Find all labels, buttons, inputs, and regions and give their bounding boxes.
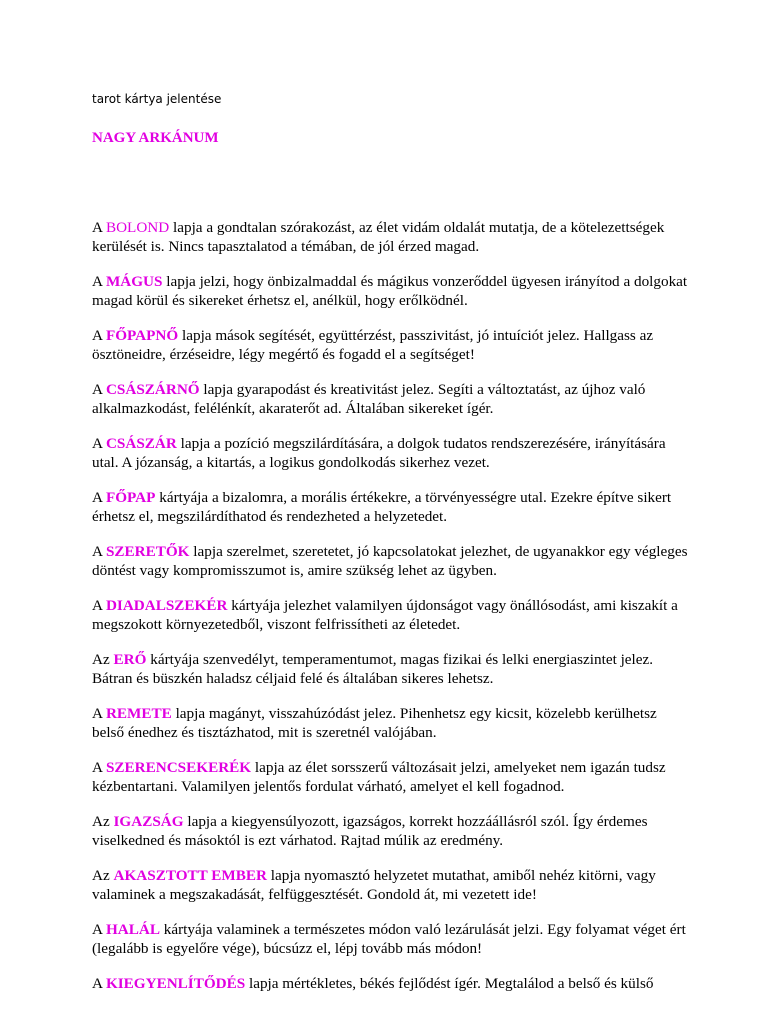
card-name: SZERENCSEKERÉK (105, 759, 252, 776)
card-entry (92, 434, 692, 472)
card-entry (92, 974, 692, 993)
entry-text: lapja jelzi, hogy önbizalmaddal és mágikus vonzerőddel ügyesen irányítod a dolgokat magad körül és sikereket érhetsz el, anélkül, hogy erőlködnél. (92, 273, 688, 309)
entry-prefix: A (92, 435, 106, 452)
card-entry (92, 866, 692, 904)
entry-prefix: Az (92, 651, 114, 668)
entry-prefix: A (92, 489, 106, 506)
card-name: BOLOND (105, 219, 170, 236)
entry-text: lapja mások segítését, együttérzést, passzivitást, jó intuíciót jelez. Hallgass az ösztöneidre, érzéseidre, légy megértő és fogadd el a segítséget! (92, 327, 654, 363)
entry-text: kártyája a bizalomra, a morális értékekre, a törvényességre utal. Ezekre építve sikert érhetsz el, megszilárdíthatod és rendezheted a helyzetedet. (92, 489, 672, 525)
card-name: SZERETŐK (105, 543, 190, 560)
card-name: CSÁSZÁRNŐ (105, 381, 200, 398)
entry-text: lapja az élet sorsszerű változásait jelzi, amelyeket nem igazán tudsz kézbentartani. Valamilyen jelentős fordulat várható, amelyet el kell fogadnod. (92, 759, 666, 795)
entry-text: lapja a kiegyensúlyozott, igazságos, korrekt hozzáállásról szól. Így érdemes viselkedned és másoktól is ezt várhatod. Rajtad múlik az eredmény. (92, 813, 648, 849)
card-entry (92, 218, 692, 256)
entry-prefix: A (92, 327, 106, 344)
card-entry (92, 488, 692, 526)
card-name: CSÁSZÁR (105, 435, 177, 452)
card-entries (92, 218, 692, 1009)
entry-text: lapja a pozíció megszilárdítására, a dolgok tudatos rendszerezésére, irányítására utal. A józanság, a kitartás, a logikus gondolkodás sikerhez vezet. (92, 435, 666, 471)
entry-prefix: A (92, 759, 106, 776)
card-name: AKASZTOTT EMBER (113, 867, 267, 884)
card-name: DIADALSZEKÉR (105, 597, 228, 614)
card-entry (92, 920, 692, 958)
card-entry (92, 650, 692, 688)
entry-text: lapja nyomasztó helyzetet mutathat, amiből nehéz kitörni, vagy valaminek a megszakadását, felfüggesztését. Gondold át, mi vezetett ide! (92, 867, 656, 903)
card-name: MÁGUS (105, 273, 163, 290)
card-entry (92, 596, 692, 634)
entry-text: kártyája jelezhet valamilyen újdonságot vagy önállósodást, ami kiszakít a megszokott környezetedből, viszont felfrissítheti az életedet. (92, 597, 678, 633)
card-name: FŐPAPNŐ (105, 327, 179, 344)
entry-prefix: A (92, 921, 106, 938)
card-entry (92, 272, 692, 310)
card-name: HALÁL (105, 921, 160, 938)
entry-prefix: A (92, 273, 106, 290)
card-entry (92, 542, 692, 580)
entry-text: lapja magányt, visszahúzódást jelez. Pihenhetsz egy kicsit, közelebb kerülhetsz belső énedhez és tisztázhatod, mit is szeretnél valójában. (92, 705, 657, 741)
card-name: IGAZSÁG (113, 813, 184, 830)
entry-text: kártyája valaminek a természetes módon való lezárulását jelzi. Egy folyamat véget ért (legalább is egyelőre vége), búcsúzz el, lépj tovább más módon! (92, 921, 686, 957)
card-name: KIEGYENLÍTŐDÉS (105, 975, 246, 992)
document-title: tarot kártya jelentése (92, 92, 222, 106)
entry-prefix: A (92, 381, 106, 398)
entry-prefix: Az (92, 813, 114, 830)
card-entry (92, 380, 692, 418)
card-entry (92, 704, 692, 742)
card-entry (92, 758, 692, 796)
entry-prefix: Az (92, 867, 114, 884)
card-name: FŐPAP (105, 489, 156, 506)
entry-text: lapja a gondtalan szórakozást, az élet vidám oldalát mutatja, de a kötelezettségek kerülését is. Nincs tapasztalatod a témában, de jól érzed magad. (92, 219, 665, 255)
entry-prefix: A (92, 975, 106, 992)
entry-prefix: A (92, 705, 106, 722)
section-heading: NAGY ARKÁNUM (92, 130, 219, 146)
card-entry (92, 326, 692, 364)
entry-text: lapja szerelmet, szeretetet, jó kapcsolatokat jelezhet, de ugyanakkor egy végleges döntést vagy kompromisszumot is, amire szükség lehet az ügyben. (92, 543, 688, 579)
card-entry (92, 812, 692, 850)
entry-text: kártyája szenvedélyt, temperamentumot, magas fizikai és lelki energiaszintet jelez. Bátran és büszkén haladsz céljaid felé és általában sikeres lehetsz. (92, 651, 654, 687)
entry-text: lapja gyarapodást és kreativitást jelez. Segíti a változtatást, az újhoz való alkalmazkodást, felélénkít, akaraterőt ad. Általában sikereket ígér. (92, 381, 646, 417)
entry-prefix: A (92, 597, 106, 614)
card-name: REMETE (105, 705, 172, 722)
card-name: ERŐ (113, 651, 147, 668)
entry-prefix: A (92, 219, 106, 236)
entry-text: lapja mértékletes, békés fejlődést ígér. Megtalálod a belső és külső (245, 975, 654, 992)
entry-prefix: A (92, 543, 106, 560)
